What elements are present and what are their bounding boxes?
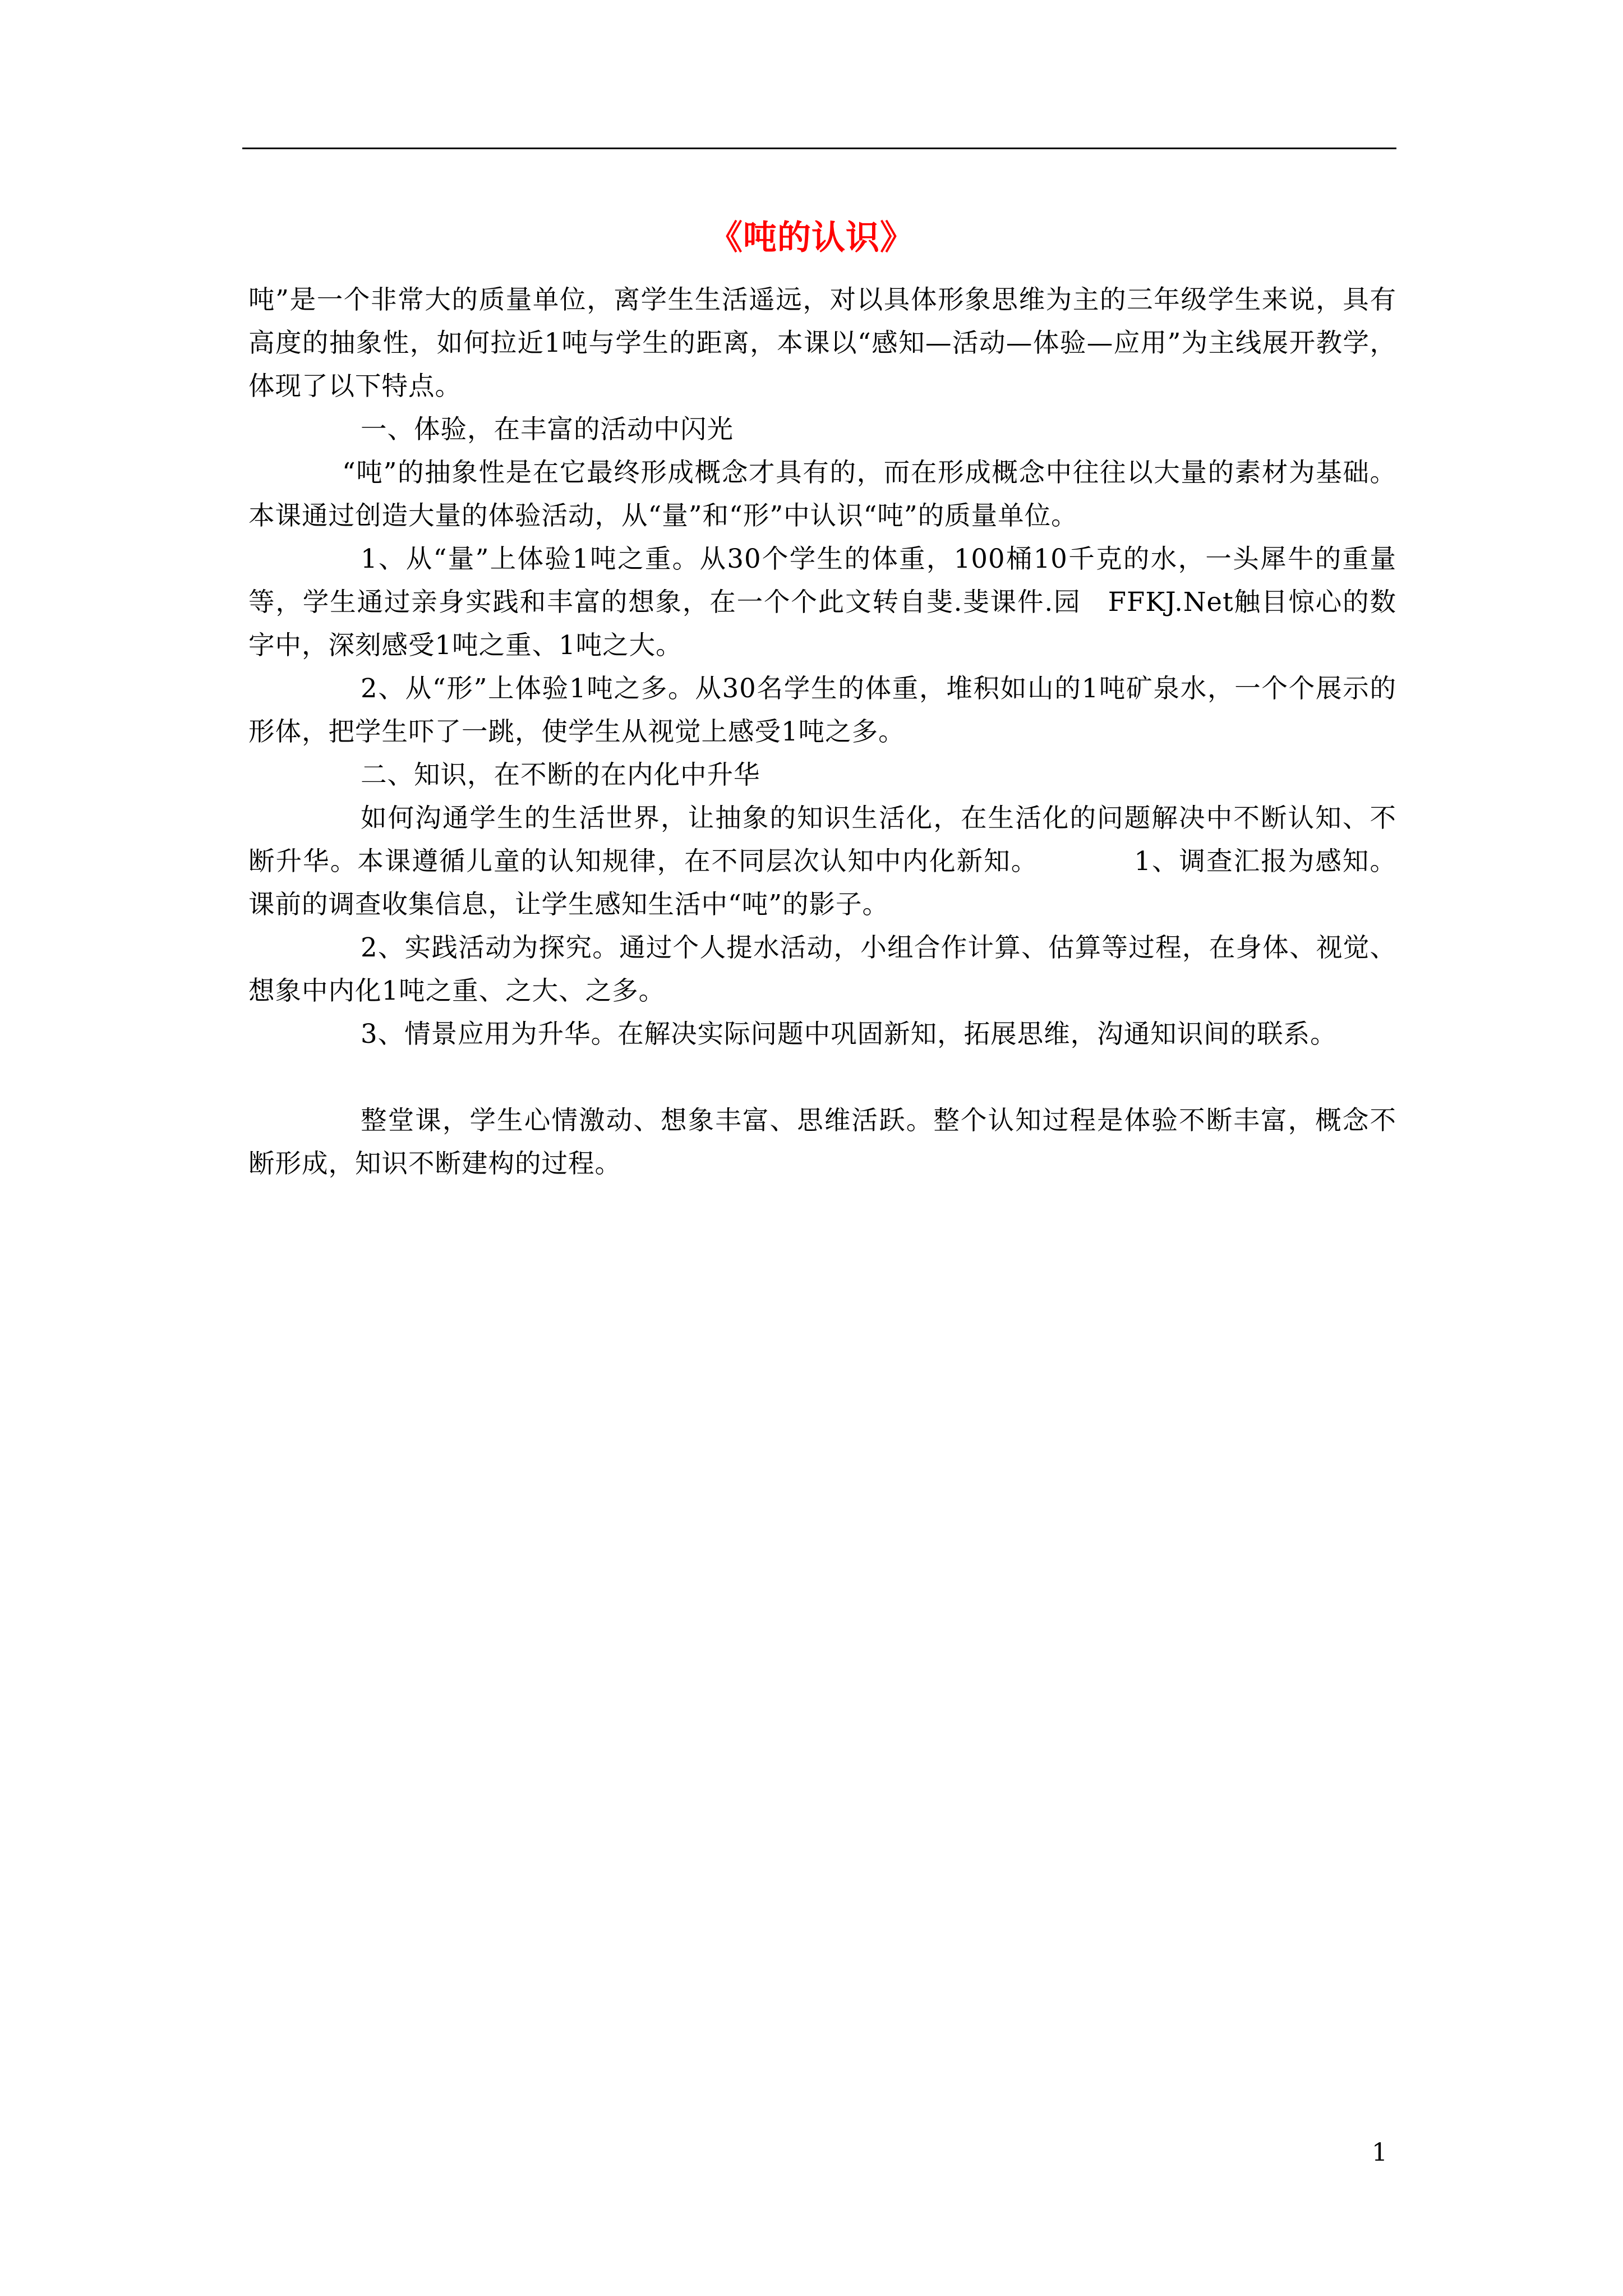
paragraph-conclusion: 整堂课，学生心情激动、想象丰富、思维活跃。整个认知过程是体验不断丰富，概念不断形成，知识不断建构的过程。 [248,1105,1396,1179]
document-title: 《吨的认识》 [709,218,914,257]
paragraph-intro: 吨”是一个非常大的质量单位，离学生生活遥远，对以具体形象思维为主的三年级学生来说，具有高度的抽象性，如何拉近1吨与学生的距离，本课以“感知—活动—体验—应用”为主线展开教学，体现了以下特点。 [248,284,1396,401]
section-heading-2: 二、知识，在不断的在内化中升华 [361,760,760,790]
paragraph-gap [248,1056,1396,1099]
paragraph-point-4: 3、情景应用为升华。在解决实际问题中巩固新知，拓展思维，沟通知识间的联系。 [361,1019,1337,1049]
paragraph-point-2: 2、从“形”上体验1吨之多。从30名学生的体重，堆积如山的1吨矿泉水，一个个展示的形体，把学生吓了一跳，使学生从视觉上感受1吨之多。 [248,673,1396,747]
document-body [248,278,1396,1185]
paragraph-ton-abstract: “吨”的抽象性是在它最终形成概念才具有的，而在形成概念中往往以大量的素材为基础。本课通过创造大量的体验活动，从“量”和“形”中认识“吨”的质量单位。 [248,457,1396,531]
page-number: 1 [1372,2138,1387,2167]
header-rule [242,148,1396,149]
paragraph-point-1: 1、从“量”上体验1吨之重。从30个学生的体重，100桶10千克的水，一头犀牛的重量等，学生通过亲身实践和丰富的想象，在一个个此文转自斐.斐课件.园 FFKJ.Net触目惊心的数字中，深刻感受1吨之重、1吨之大。 [248,544,1396,660]
paragraph-point-3: 2、实践活动为探究。通过个人提水活动，小组合作计算、估算等过程，在身体、视觉、想象中内化1吨之重、之大、之多。 [248,932,1396,1006]
section-heading-1: 一、体验，在丰富的活动中闪光 [361,414,734,444]
paragraph-knowledge: 如何沟通学生的生活世界，让抽象的知识生活化，在生活化的问题解决中不断认知、不断升华。本课遵循儿童的认知规律，在不同层次认知中内化新知。 1、调查汇报为感知。课前的调查收集信息，让学生感知生活中“吨”的影子。 [248,803,1396,919]
